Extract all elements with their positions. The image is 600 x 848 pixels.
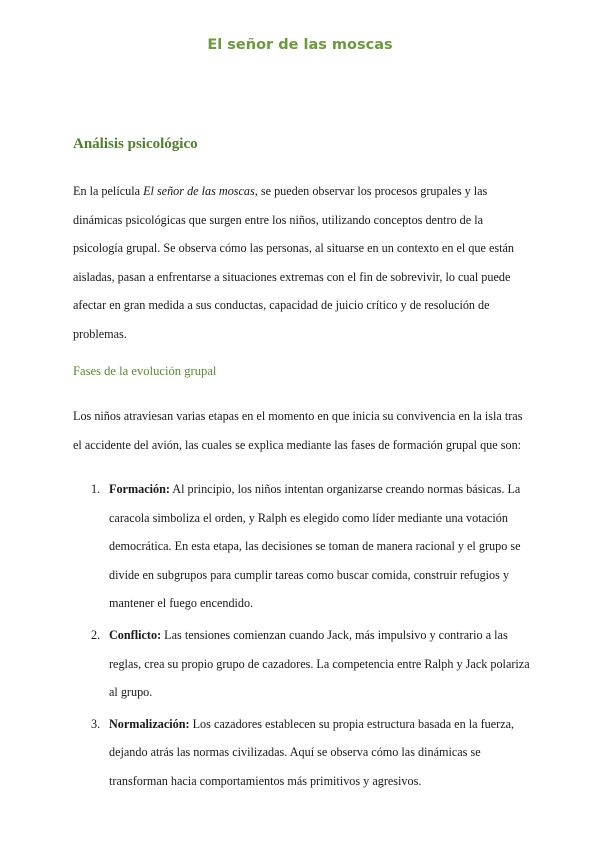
- list-item-number: 2.: [91, 627, 101, 642]
- list-item-term: Formación:: [109, 482, 170, 496]
- section-heading: Análisis psicológico: [73, 136, 198, 152]
- film-title-italic: El señor de las moscas,: [143, 184, 258, 198]
- list-item-formacion: [73, 475, 533, 618]
- list-item-text: Las tensiones comienzan cuando Jack, más impulsivo y contrario a las reglas, crea su propio grupo de cazadores. La competencia entre Ralph y Jack polariza al grupo.: [109, 627, 530, 700]
- phases-list: [73, 475, 533, 799]
- subsection-heading: Fases de la evolución grupal: [73, 364, 217, 378]
- list-item-number: 3.: [91, 716, 101, 731]
- list-item-term: Conflicto:: [109, 627, 162, 642]
- list-item-number: 1.: [91, 482, 101, 496]
- list-item-text: Los cazadores establecen su propia estructura basada en la fuerza, dejando atrás las normas civilizadas. Aquí se observa cómo las dinámicas se transforman hacia comportamientos más primitivos y agresivos.: [109, 716, 515, 788]
- list-item-normalizacion: [73, 710, 533, 796]
- list-item-term: Normalización:: [109, 716, 190, 731]
- document-title: El señor de las moscas: [207, 37, 393, 53]
- intro-paragraph: [73, 177, 528, 349]
- intro-text-start: En la película: [73, 184, 144, 198]
- phases-intro-paragraph: Los niños atraviesan varias etapas en el momento en que inicia su convivencia en la isla tras el accidente del avión, las cuales se explica mediante las fases de formación grupal que son:: [73, 409, 523, 452]
- list-item-text: Al principio, los niños intentan organizarse creando normas básicas. La caracola simboliza el orden, y Ralph es elegido como líder mediante una votación democrática. En esta etapa, las decisiones se toman de manera racional y el grupo se divide en subgrupos para cumplir tareas como buscar comida, construir refugios y mantener el fuego encendido.: [109, 482, 521, 611]
- intro-text-rest: se pueden observar los procesos grupales y las dinámicas psicológicas que surgen entre los niños, utilizando conceptos dentro de la psicología grupal. Se observa cómo las personas, al situarse en un contexto en el que están aisladas, pasan a enfrentarse a situaciones extremas con el fin de sobrevivir, lo cual puede afectar en gran medida a sus conductas, capacidad de juicio crítico y de resolución de problemas.: [73, 184, 514, 341]
- list-item-conflicto: [73, 621, 533, 707]
